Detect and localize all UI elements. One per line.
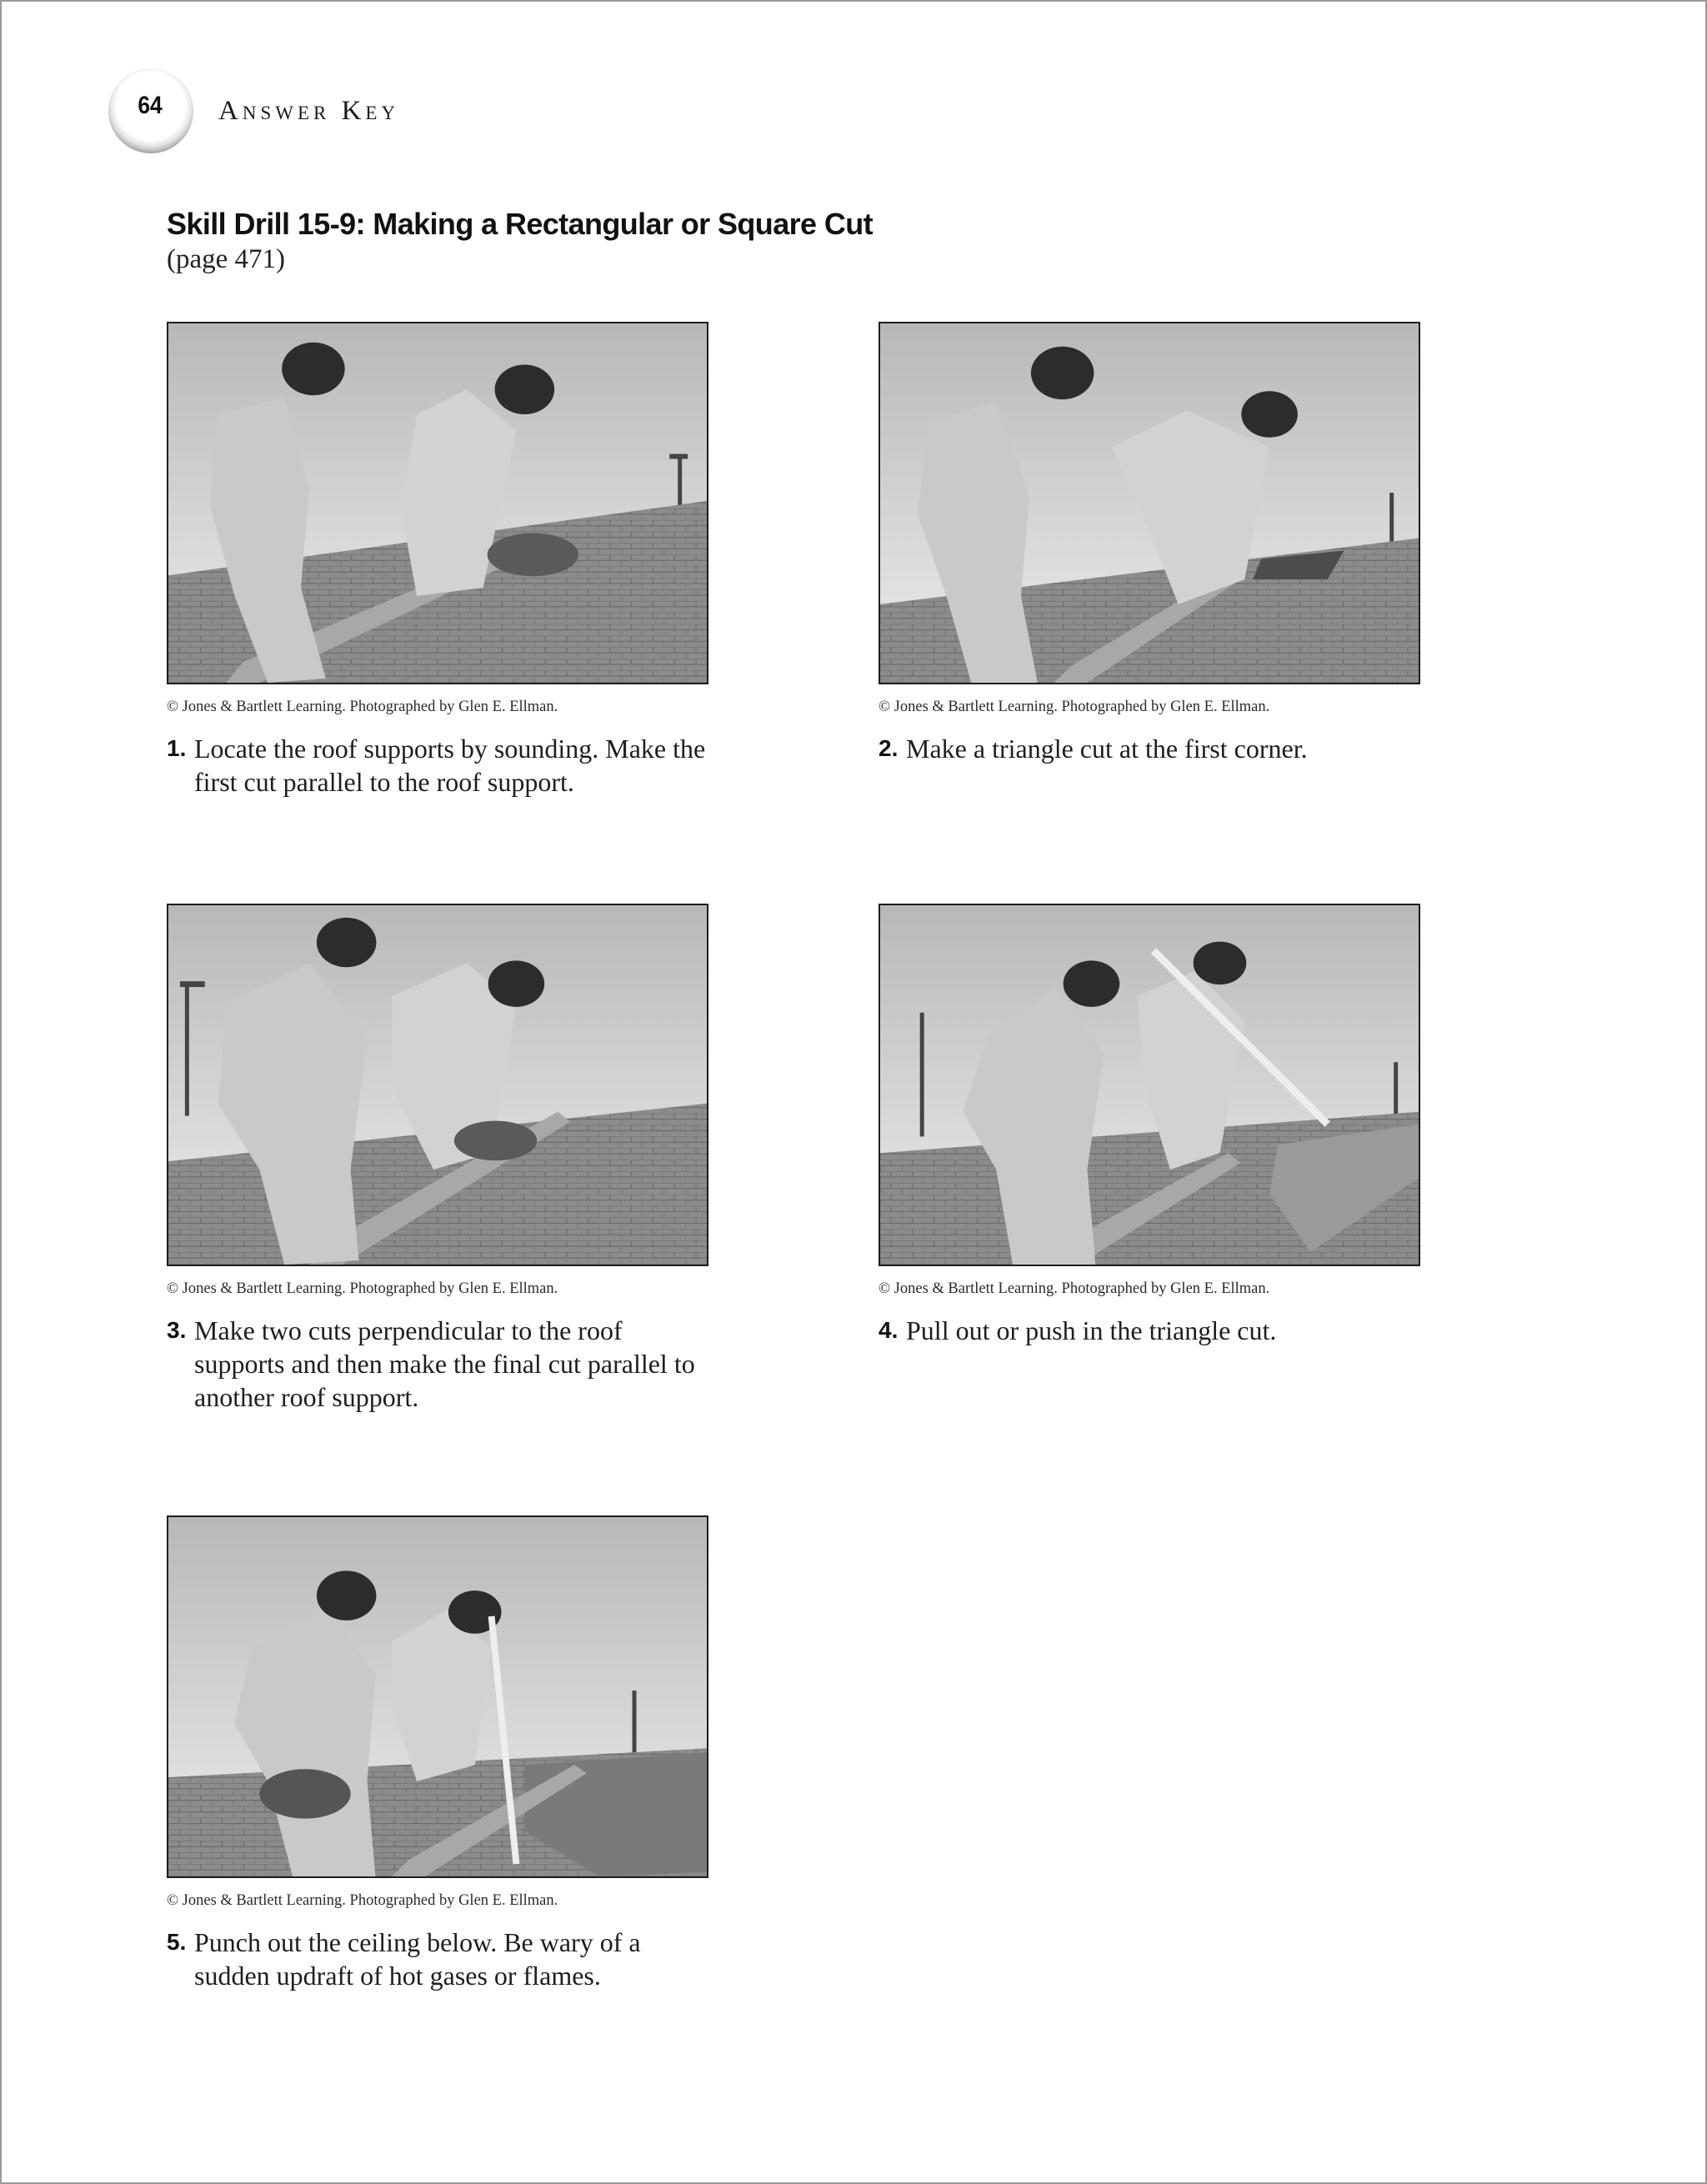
running-head: Answer Key <box>218 96 400 126</box>
photo-credit: © Jones & Bartlett Learning. Photographed by Glen E. Ellman. <box>167 1892 558 1909</box>
step-2 <box>879 732 1429 765</box>
step-number: 1. <box>167 735 187 761</box>
photo-credit: © Jones & Bartlett Learning. Photographed by Glen E. Ellman. <box>879 699 1270 715</box>
step-number: 4. <box>879 1317 899 1343</box>
step-5-photo <box>167 1515 708 1878</box>
step-number: 2. <box>879 735 899 761</box>
step-1-photo <box>167 322 708 684</box>
step-4-photo <box>879 904 1420 1266</box>
skill-drill-title: Skill Drill 15-9: Making a Rectangular or Square Cut <box>167 207 874 241</box>
step-text: Pull out or push in the triangle cut. <box>906 1315 1277 1345</box>
page-reference: (page 471) <box>167 244 286 274</box>
step-number: 5. <box>167 1929 187 1955</box>
step-text: Make two cuts perpendicular to the roof supports and then make the final cut parallel to another roof support. <box>194 1315 695 1412</box>
step-1 <box>167 732 717 799</box>
step-number: 3. <box>167 1317 187 1343</box>
step-4 <box>879 1314 1429 1347</box>
step-2-photo <box>879 322 1420 684</box>
step-3-photo <box>167 904 708 1266</box>
photo-credit: © Jones & Bartlett Learning. Photographed by Glen E. Ellman. <box>879 1280 1270 1297</box>
step-text: Locate the roof supports by sounding. Make the first cut parallel to the roof support. <box>194 734 706 797</box>
page-number: 64 <box>138 92 163 119</box>
step-3 <box>167 1314 717 1414</box>
step-5 <box>167 1926 717 1992</box>
step-text: Make a triangle cut at the first corner. <box>906 734 1308 764</box>
step-text: Punch out the ceiling below. Be wary of a sudden updraft of hot gases or flames. <box>194 1927 641 1991</box>
photo-credit: © Jones & Bartlett Learning. Photographed by Glen E. Ellman. <box>167 1280 558 1297</box>
photo-credit: © Jones & Bartlett Learning. Photographed by Glen E. Ellman. <box>167 699 558 715</box>
